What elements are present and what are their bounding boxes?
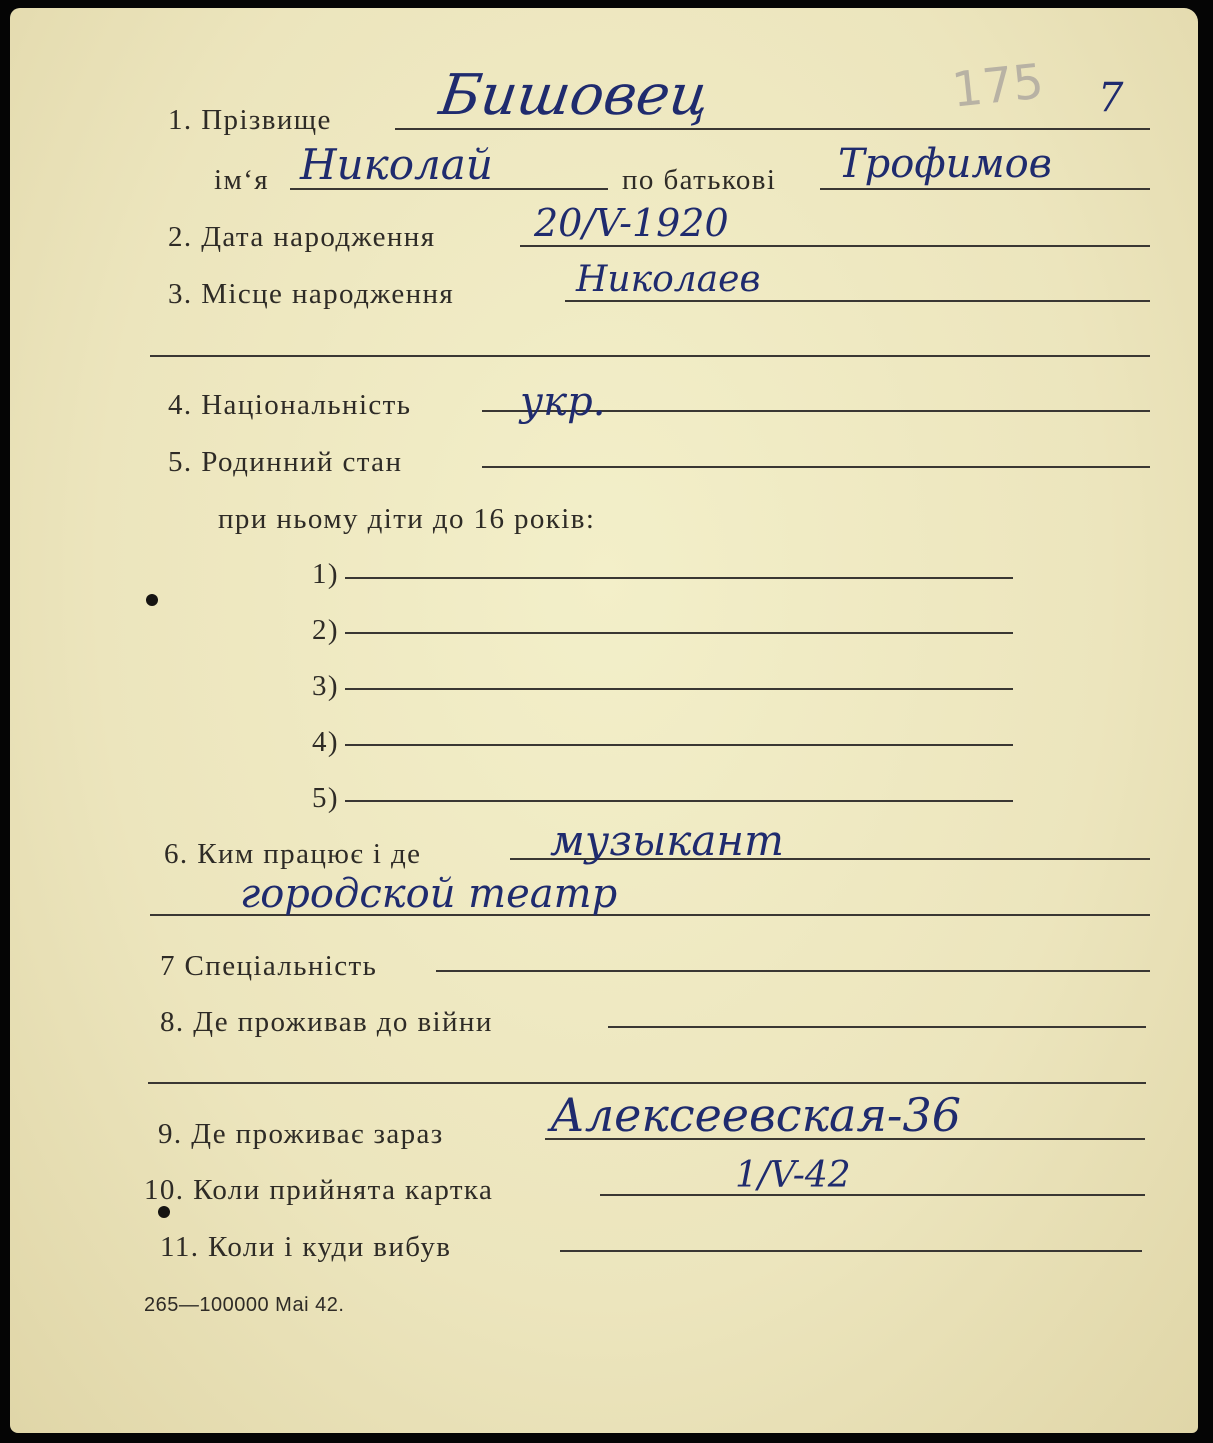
patronymic-handwritten: Трофимов xyxy=(838,141,1052,187)
patronymic-label: по батькові xyxy=(622,164,777,196)
given-name-handwritten: Николай xyxy=(300,140,493,189)
birth-place-handwritten: Николаев xyxy=(576,259,761,300)
specialty-line xyxy=(436,970,1150,972)
child-1-label: 1) xyxy=(312,558,339,590)
printer-imprint: 265—100000 Маі 42. xyxy=(144,1294,345,1316)
child-5-line xyxy=(345,800,1013,802)
birth-date-line xyxy=(520,245,1150,247)
patronymic-line xyxy=(820,188,1150,190)
nationality-label: 4. Національність xyxy=(168,389,412,421)
birth-place-line-2 xyxy=(150,355,1150,357)
card-date-handwritten: 1/V-42 xyxy=(735,1155,851,1196)
given-name-label: ім‘я xyxy=(214,164,270,196)
surname-line xyxy=(395,128,1150,130)
current-residence-label: 9. Де проживає зараз xyxy=(158,1118,444,1150)
pencil-archive-number: 175 xyxy=(949,53,1047,119)
prewar-residence-line-2 xyxy=(148,1082,1146,1084)
child-2-label: 2) xyxy=(312,614,339,646)
birth-date-label: 2. Дата народження xyxy=(168,221,436,253)
child-3-line xyxy=(345,688,1013,690)
card-accepted-label: 10. Коли прийнята картка xyxy=(144,1174,494,1206)
marital-status-line xyxy=(482,466,1150,468)
child-2-line xyxy=(345,632,1013,634)
child-4-label: 4) xyxy=(312,726,339,758)
prewar-residence-label: 8. Де проживав до війни xyxy=(160,1006,493,1038)
departure-label: 11. Коли і куди вибув xyxy=(160,1231,452,1263)
child-3-label: 3) xyxy=(312,670,339,702)
current-address-handwritten: Алексеевская-36 xyxy=(550,1088,961,1142)
occupation-label: 6. Ким працює і де xyxy=(164,838,422,870)
punch-hole-lower xyxy=(158,1206,170,1218)
workplace-handwritten: городской театр xyxy=(240,871,618,917)
card-accepted-line xyxy=(600,1194,1145,1196)
corner-mark: 7 xyxy=(1098,75,1124,121)
punch-hole-upper xyxy=(146,594,158,606)
surname-label: 1. Прізвище xyxy=(168,104,332,136)
specialty-label: 7 Спеціальність xyxy=(160,950,378,982)
child-4-line xyxy=(345,744,1013,746)
prewar-residence-line xyxy=(608,1026,1146,1028)
departure-line xyxy=(560,1250,1142,1252)
child-5-label: 5) xyxy=(312,782,339,814)
birth-date-handwritten: 20/V-1920 xyxy=(534,201,729,245)
nationality-handwritten: укр. xyxy=(520,379,606,425)
surname-handwritten: Бишовец xyxy=(435,63,714,128)
child-1-line xyxy=(345,577,1013,579)
marital-status-label: 5. Родинний стан xyxy=(168,446,403,478)
occupation-handwritten: музыкант xyxy=(550,816,784,865)
birth-place-label: 3. Місце народження xyxy=(168,278,455,310)
children-label: при ньому діти до 16 років: xyxy=(218,503,596,535)
birth-place-line xyxy=(565,300,1150,302)
